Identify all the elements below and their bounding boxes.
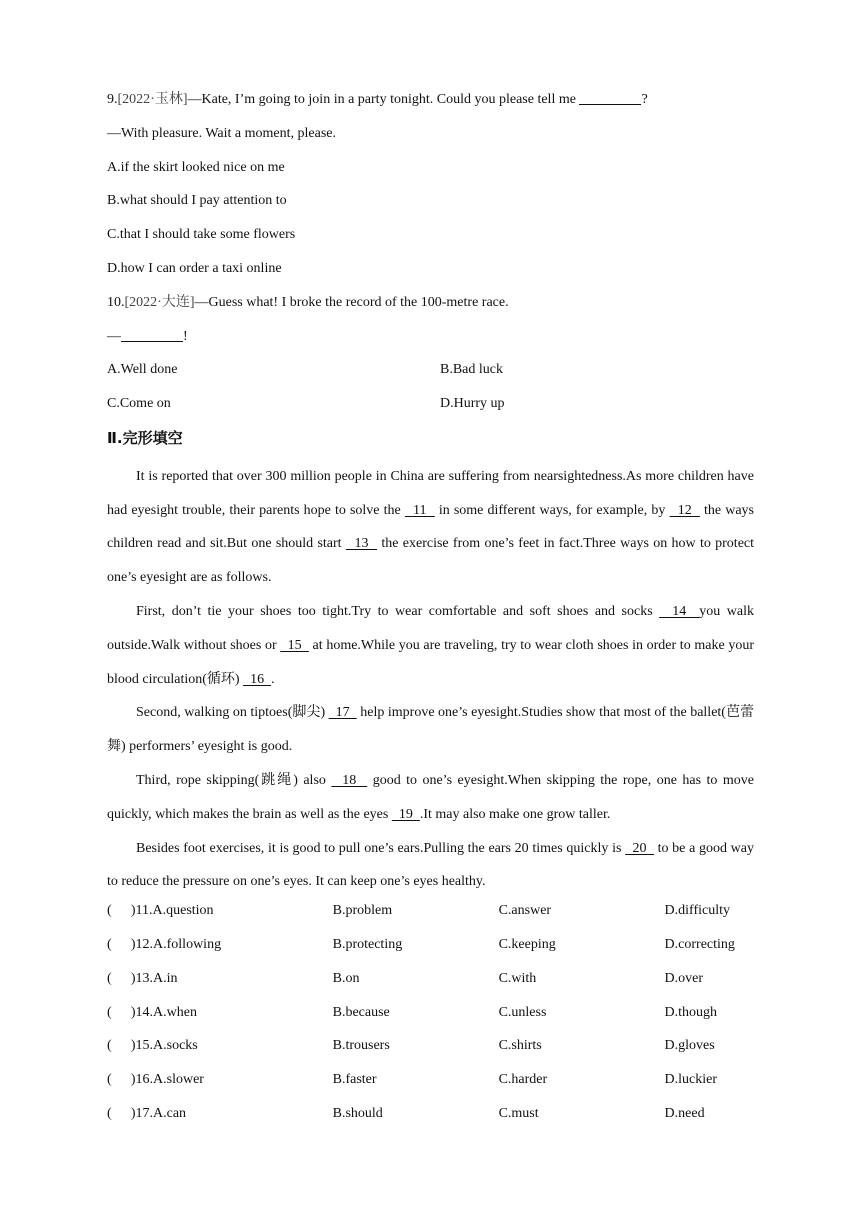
answer-paren[interactable]: ( xyxy=(107,970,112,986)
q10-source: [2022·大连] xyxy=(124,294,195,310)
answer-paren[interactable]: ( xyxy=(107,1105,112,1121)
passage-paragraph-4 xyxy=(107,764,754,832)
q9-stem xyxy=(107,88,754,122)
choice-a: )11.A.question xyxy=(130,903,214,919)
choice-a: )17.A.can xyxy=(130,1105,187,1121)
q9-number: 9. xyxy=(107,92,118,107)
choice-row-11 xyxy=(107,899,754,933)
blank-20[interactable]: 20 xyxy=(625,840,654,856)
q10-stem xyxy=(107,291,754,325)
choice-c: C.shirts xyxy=(498,1038,542,1054)
choice-d: D.though xyxy=(664,1004,718,1020)
q10-option-b: B.Bad luck xyxy=(440,362,503,378)
passage-text: Second, walking on tiptoes(脚尖) xyxy=(136,705,329,721)
choice-a: )12.A.following xyxy=(130,936,222,952)
q10-reply xyxy=(107,325,754,359)
choice-b: B.should xyxy=(332,1105,383,1121)
blank-17[interactable]: 17 xyxy=(328,705,357,721)
blank-11[interactable]: 11 xyxy=(404,502,435,518)
passage-text: to be a good way to reduce the pressure on one’s eyes. It can keep one’s eyes healthy. xyxy=(107,840,755,890)
answer-paren[interactable]: ( xyxy=(107,903,112,919)
choice-row-17 xyxy=(107,1102,754,1136)
q9-source: [2022·玉林] xyxy=(117,92,188,107)
choice-a: )14.A.when xyxy=(130,1004,197,1020)
choice-c: C.with xyxy=(498,970,537,986)
worksheet-page xyxy=(107,88,754,1136)
passage-text: the ways children read and sit.But one should start xyxy=(107,502,754,552)
choice-b: B.on xyxy=(332,970,360,986)
choice-a: )16.A.slower xyxy=(130,1072,204,1088)
choice-c: C.answer xyxy=(498,903,552,919)
blank-16[interactable]: 16 xyxy=(243,671,272,687)
passage-text: good to one’s eyesight.When skipping the rope, one has to move quickly, which makes the brain as well as the eyes xyxy=(107,772,754,822)
q10-options-row-1 xyxy=(107,358,754,392)
choice-a: )13.A.in xyxy=(130,970,178,986)
q10-answer-blank[interactable] xyxy=(121,327,183,342)
blank-19[interactable]: 19 xyxy=(391,806,420,822)
choice-d: D.gloves xyxy=(664,1038,715,1054)
section-heading: Ⅱ.完形填空 xyxy=(107,428,183,447)
passage-paragraph-5 xyxy=(107,832,754,900)
choice-row-16 xyxy=(107,1068,754,1102)
passage-text: It is reported that over 300 million people in China are suffering from nearsightedness.As more children have had eyesight trouble, their parents hope to solve the xyxy=(107,468,754,518)
passage-text: .It may also make one grow taller. xyxy=(419,806,611,822)
blank-18[interactable]: 18 xyxy=(331,772,368,788)
choice-row-14 xyxy=(107,1001,754,1035)
q10-stem-text: —Guess what! I broke the record of the 100-metre race. xyxy=(194,294,509,310)
passage-text: Third, rope skipping(跳绳) also xyxy=(136,772,332,788)
passage-text: at home.While you are traveling, try to wear cloth shoes in order to make your blood circulation(循环) xyxy=(107,637,754,687)
q10-option-a: A.Well done xyxy=(107,362,178,378)
q9-stem-text: —Kate, I’m going to join in a party tonight. Could you please tell me xyxy=(187,92,580,107)
passage-paragraph-1 xyxy=(107,460,754,595)
choice-d: D.difficulty xyxy=(664,903,731,919)
passage-text: in some different ways, for example, by xyxy=(434,502,670,518)
passage-text: First, don’t tie your shoes too tight.Try to wear comfortable and soft shoes and socks xyxy=(136,603,660,619)
q10-reply-end: ! xyxy=(183,328,188,344)
choice-c: C.keeping xyxy=(498,936,556,952)
choice-row-12 xyxy=(107,933,754,967)
choice-d: D.luckier xyxy=(664,1072,718,1088)
answer-paren[interactable]: ( xyxy=(107,1004,112,1020)
q10-option-d: D.Hurry up xyxy=(440,396,505,412)
choice-c: C.unless xyxy=(498,1004,547,1020)
choice-b: B.problem xyxy=(332,903,393,919)
answer-paren[interactable]: ( xyxy=(107,936,112,952)
choice-d: D.correcting xyxy=(664,936,735,952)
answer-paren[interactable]: ( xyxy=(107,1038,112,1054)
passage-text: the exercise from one’s feet in fact.Three ways on how to protect one’s eyesight are as follows. xyxy=(107,536,755,586)
q10-number: 10. xyxy=(107,294,125,310)
blank-14[interactable]: 14 xyxy=(659,603,700,619)
blank-15[interactable]: 15 xyxy=(280,637,309,653)
blank-13[interactable]: 13 xyxy=(345,536,378,552)
passage-text: help improve one’s eyesight.Studies show that most of the ballet(芭蕾舞) performers’ eyesight is good. xyxy=(107,705,755,755)
choices-list xyxy=(107,899,754,1136)
blank-12[interactable]: 12 xyxy=(669,502,700,518)
passage-paragraph-2 xyxy=(107,595,754,696)
choice-row-13 xyxy=(107,967,754,1001)
q10-option-c: C.Come on xyxy=(107,396,171,412)
passage-text: . xyxy=(271,671,275,687)
q10-options-row-2 xyxy=(107,392,754,426)
choice-a: )15.A.socks xyxy=(130,1038,198,1054)
q9-option-c: C.that I should take some flowers xyxy=(107,227,296,243)
choice-c: C.harder xyxy=(498,1072,548,1088)
choice-c: C.must xyxy=(498,1105,539,1121)
q9-stem-end: ? xyxy=(641,92,648,107)
q9-reply: —With pleasure. Wait a moment, please. xyxy=(107,125,336,141)
passage-text: Besides foot exercises, it is good to pull one’s ears.Pulling the ears 20 times quickly is xyxy=(136,840,626,856)
choice-b: B.faster xyxy=(332,1072,377,1088)
choice-b: B.because xyxy=(332,1004,390,1020)
choice-b: B.protecting xyxy=(332,936,403,952)
q10-reply-prefix: — xyxy=(107,328,121,344)
q9-answer-blank[interactable] xyxy=(579,90,641,105)
passage-text: you walk outside.Walk without shoes or xyxy=(107,603,754,653)
passage-paragraph-3 xyxy=(107,696,754,764)
q9-option-b: B.what should I pay attention to xyxy=(107,193,287,209)
q9-option-a: A.if the skirt looked nice on me xyxy=(107,159,285,175)
q9-option-d: D.how I can order a taxi online xyxy=(107,260,282,276)
choice-row-15 xyxy=(107,1034,754,1068)
choice-d: D.need xyxy=(664,1105,705,1121)
choice-d: D.over xyxy=(664,970,704,986)
answer-paren[interactable]: ( xyxy=(107,1072,112,1088)
choice-b: B.trousers xyxy=(332,1038,390,1054)
